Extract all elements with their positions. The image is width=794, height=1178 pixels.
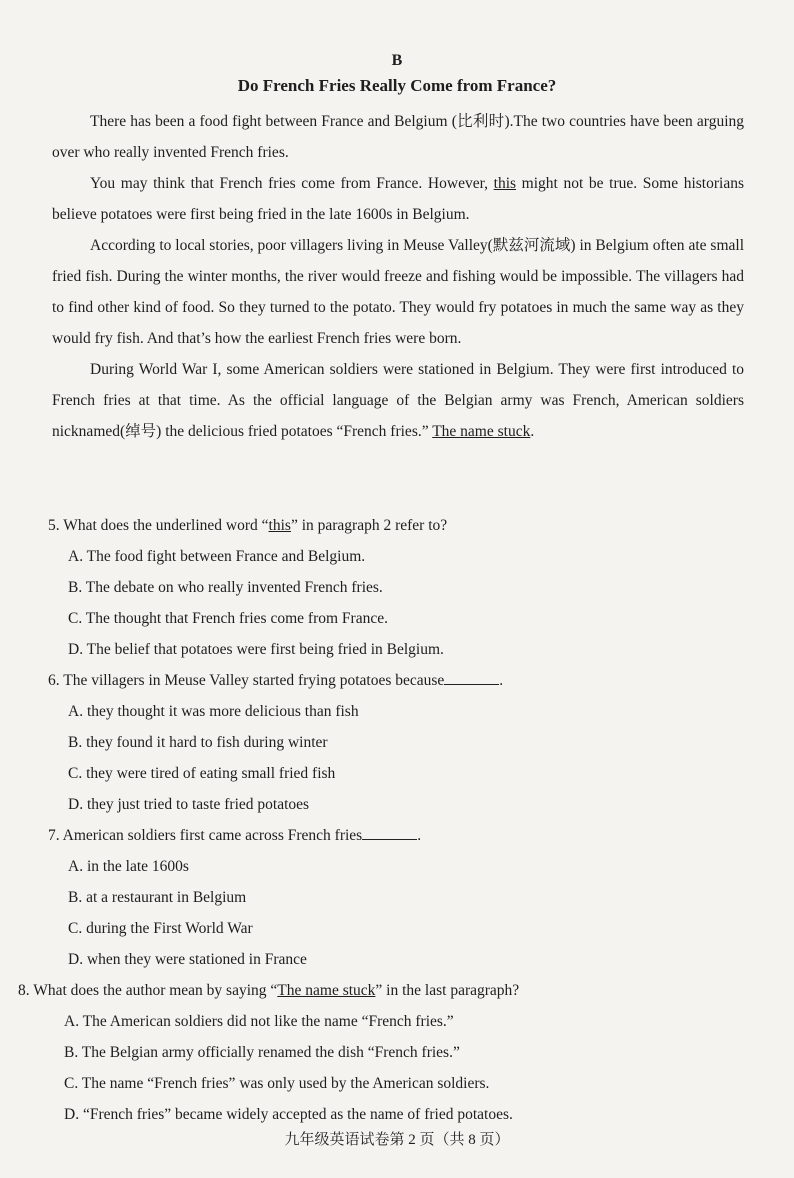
option-b: B. The debate on who really invented French fries.: [68, 579, 383, 596]
paragraph-4: [52, 354, 744, 447]
stem-text: 8. What does the author mean by saying “: [18, 982, 278, 999]
question-5: [48, 510, 748, 665]
question-stem: [48, 665, 748, 696]
paragraph-3: [52, 230, 744, 354]
paragraph-text: According to local stories, poor villagers living in Meuse Valley(默兹河流域) in Belgium often ate small fried fish. During the winter months, the river would freeze and fishing would be impossible. The villagers had to find other kind of food. So they turned to the potato. They would fry potatoes in much the same way as they would fry fish. And that’s how the earliest French fries were born.: [52, 237, 744, 347]
question-8: [18, 975, 748, 1130]
stem-text: .: [417, 827, 422, 844]
section-letter: B: [391, 52, 403, 69]
question-stem: [48, 820, 748, 851]
option-b: B. at a restaurant in Belgium: [68, 889, 247, 906]
option-c: C. The name “French fries” was only used by the American soldiers.: [64, 1075, 490, 1092]
option-c: C. they were tired of eating small fried fish: [68, 765, 336, 782]
option-b: B. they found it hard to fish during winter: [68, 734, 328, 751]
underlined-word: this: [268, 517, 291, 534]
option-a: A. The food fight between France and Belgium.: [68, 548, 366, 565]
underlined-word: this: [493, 175, 517, 192]
option-d: D. “French fries” became widely accepted as the name of fried potatoes.: [64, 1106, 513, 1123]
stem-text: 6. The villagers in Meuse Valley started frying potatoes because: [48, 672, 445, 689]
paragraph-text: might not be true. Some historians believe potatoes were first being fried in the late 1600s in Belgium.: [52, 175, 744, 223]
option-a: A. The American soldiers did not like the name “French fries.”: [64, 1013, 454, 1030]
passage-title: Do French Fries Really Come from France?: [237, 76, 557, 95]
option-a: A. they thought it was more delicious than fish: [68, 703, 359, 720]
page-footer: 九年级英语试卷第 2 页（共 8 页）: [284, 1132, 510, 1148]
question-list: [18, 510, 748, 1130]
stem-text: ” in the last paragraph?: [375, 982, 520, 999]
question-stem: [18, 975, 748, 1006]
question-stem: [48, 510, 748, 541]
answer-blank: [444, 670, 499, 685]
option-d: D. The belief that potatoes were first being fried in Belgium.: [68, 641, 444, 658]
stem-text: 7. American soldiers first came across French fries: [48, 827, 363, 844]
question-7: [48, 820, 748, 975]
stem-text: ” in paragraph 2 refer to?: [290, 517, 448, 534]
paragraph-1: [52, 106, 744, 168]
stem-text: .: [499, 672, 504, 689]
underlined-phrase: The name stuck: [432, 423, 531, 440]
option-d: D. they just tried to taste fried potatoes: [68, 796, 310, 813]
paragraph-text: .: [530, 423, 535, 440]
answer-blank: [362, 825, 417, 840]
paragraph-text: There has been a food fight between France and Belgium (比利时).The two countries have been arguing over who really invented French fries.: [52, 113, 744, 161]
option-a: A. in the late 1600s: [68, 858, 189, 875]
paragraph-2: [52, 168, 744, 230]
question-6: [48, 665, 748, 820]
option-b: B. The Belgian army officially renamed the dish “French fries.”: [64, 1044, 460, 1061]
paragraph-text: You may think that French fries come from France. However,: [90, 175, 494, 192]
option-c: C. The thought that French fries come from France.: [68, 610, 388, 627]
paragraph-text: During World War I, some American soldiers were stationed in Belgium. They were first introduced to French fries at that time. As the official language of the Belgian army was French, American soldiers nicknamed(绰号) the delicious fried potatoes “French fries.”: [52, 361, 744, 440]
underlined-phrase: The name stuck: [277, 982, 376, 999]
stem-text: 5. What does the underlined word “: [48, 517, 269, 534]
option-c: C. during the First World War: [68, 920, 253, 937]
reading-passage: [52, 106, 744, 447]
option-d: D. when they were stationed in France: [68, 951, 307, 968]
